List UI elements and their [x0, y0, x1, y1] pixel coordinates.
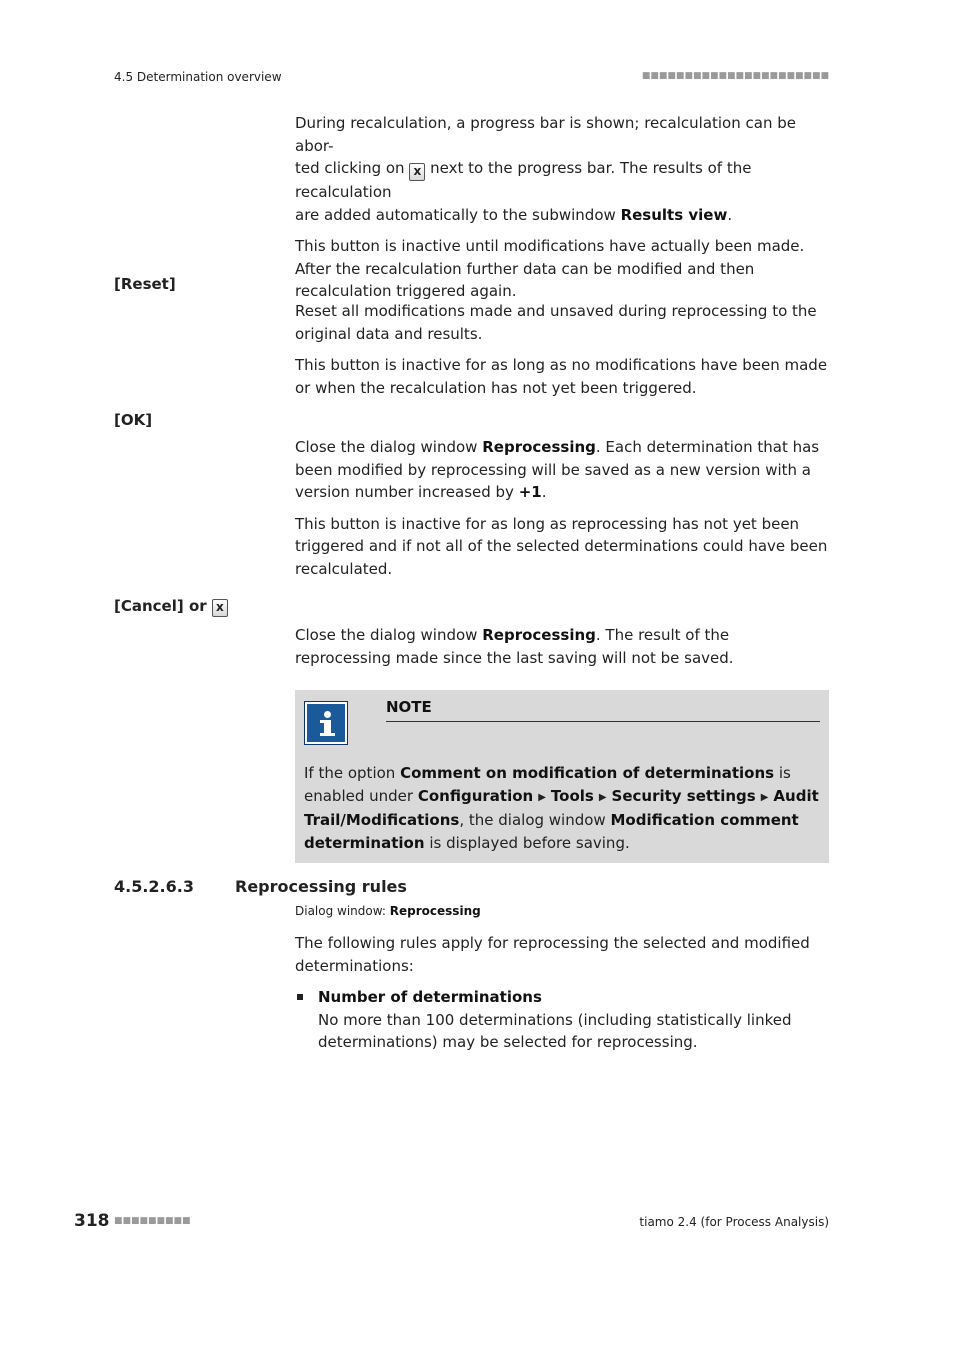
note-text: If the option Comment on modification of determinations is enabled under Configuration ▶ Tools ▶ Security settings ▶ Audit Trail/Modifications, the dialog window Modification comment determination is displayed before saving.: [304, 764, 819, 852]
bullet-item: [318, 986, 829, 1054]
running-header-dots: ■■■■■■■■■■■■■■■■■■■■■■: [641, 71, 829, 81]
note-box: [295, 690, 829, 863]
recalc-description: [295, 112, 829, 303]
note-title: NOTE: [386, 698, 432, 716]
cancel-paragraph-1: Close the dialog window Reprocessing. The result of the reprocessing made since the last saving will not be saved.: [295, 626, 734, 667]
close-x-icon: x: [212, 599, 228, 617]
close-x-icon: x: [409, 163, 425, 181]
reset-description: [295, 300, 829, 399]
recalc-paragraph-1: During recalculation, a progress bar is shown; recalculation can be abor- ted clicking on x next to the progress bar. The results of the recalculation are added automatically to the subwindow Results view.: [295, 114, 796, 224]
section-intro: The following rules apply for reprocessing the selected and modified determinations:: [295, 934, 810, 975]
cancel-description: [295, 624, 829, 669]
section-title: Reprocessing rules: [235, 877, 407, 896]
term-cancel: [Cancel] or x: [114, 597, 228, 617]
arrow-right-icon: ▶: [598, 791, 607, 803]
page-number: 318: [74, 1211, 110, 1231]
footer-product: tiamo 2.4 (for Process Analysis): [639, 1215, 829, 1229]
footer-dots: ■■■■■■■■■: [114, 1216, 191, 1226]
ok-description: [295, 436, 829, 580]
info-icon: [304, 701, 348, 745]
term-ok: [OK]: [114, 411, 153, 429]
arrow-right-icon: ▶: [538, 791, 546, 803]
dialog-window-label: Dialog window: Reprocessing: [295, 904, 481, 918]
running-header-section: 4.5 Determination overview: [114, 70, 282, 84]
section-number: 4.5.2.6.3: [114, 877, 194, 896]
ok-paragraph-1: Close the dialog window Reprocessing. Each determination that has been modified by reprocessing will be saved as a new version with a version number increased by +1.: [295, 438, 820, 501]
recalc-paragraph-2: This button is inactive until modifications have actually been made. After the recalculation further data can be modified and then recalculation triggered again.: [295, 237, 805, 300]
term-reset: [Reset]: [114, 275, 176, 293]
bullet-title: Number of determinations: [318, 988, 542, 1006]
reset-paragraph-2: This button is inactive for as long as no modifications have been made or when the recalculation has not yet been triggered.: [295, 356, 828, 397]
ok-paragraph-2: This button is inactive for as long as reprocessing has not yet been triggered and if not all of the selected determinations could have been recalculated.: [295, 514, 828, 578]
bullet-square-icon: [297, 994, 303, 1000]
arrow-right-icon: ▶: [760, 791, 769, 803]
bullet-text: No more than 100 determinations (including statistically linked determinations) may be selected for reprocessing.: [318, 1010, 792, 1051]
note-divider: [386, 721, 820, 722]
reset-paragraph-1: Reset all modifications made and unsaved during reprocessing to the original data and results.: [295, 302, 817, 343]
